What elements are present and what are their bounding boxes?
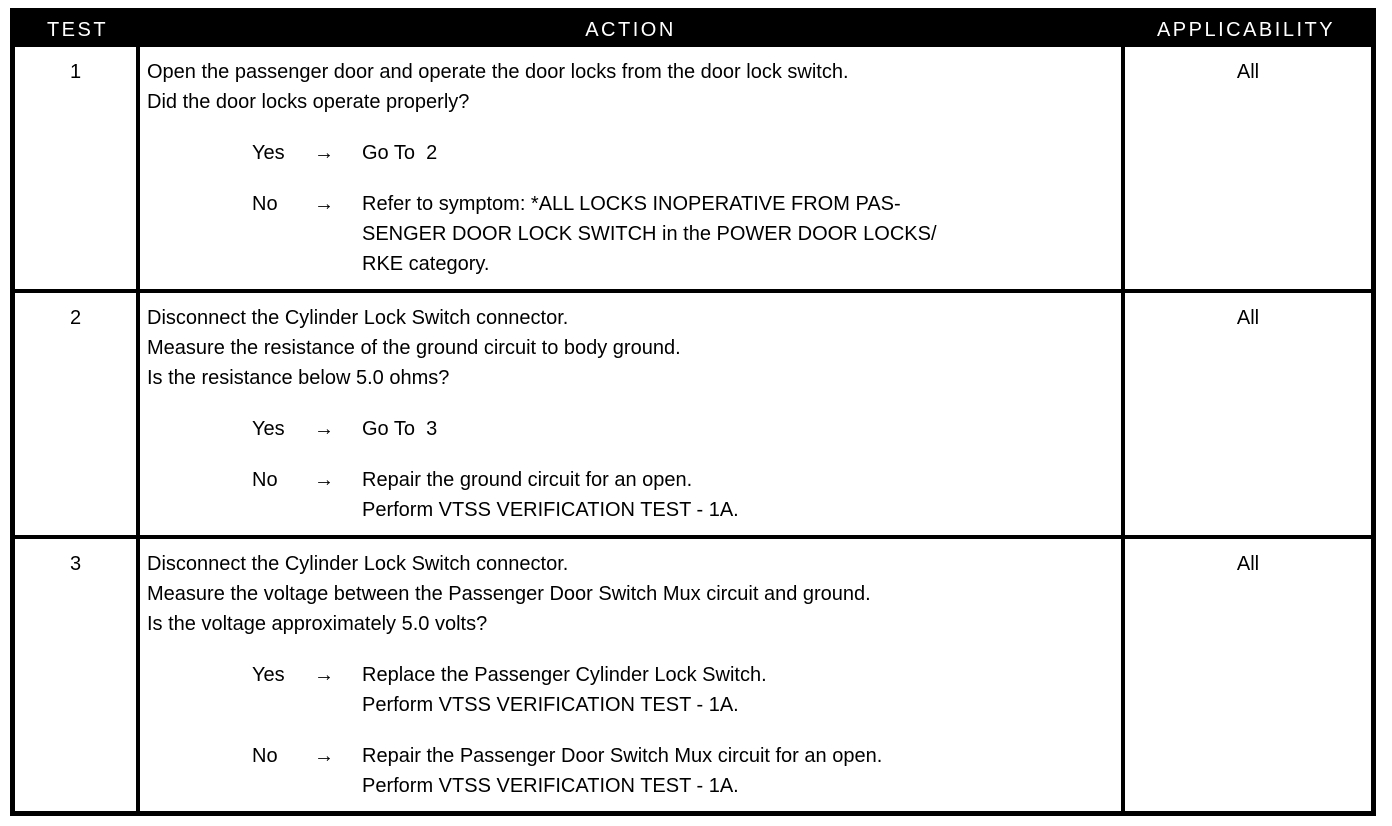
arrow-icon: → (314, 142, 334, 164)
branch-no (252, 741, 1113, 801)
branch-no (252, 189, 1113, 279)
column-header-applicability: APPLICABILITY (1156, 18, 1336, 41)
test-number: 3 (15, 539, 140, 811)
branch-text-line: Refer to symptom: *ALL LOCKS INOPERATIVE FROM PAS- (362, 193, 901, 215)
arrow-icon: → (314, 664, 334, 686)
branch-text (362, 138, 1113, 168)
action-cell (140, 539, 1121, 811)
branch-text (362, 189, 1113, 279)
branch-text (362, 741, 1113, 801)
branch-text-line: Go To 3 (362, 418, 438, 440)
applicability-cell: All (1121, 47, 1371, 289)
diagnostic-test-table (10, 8, 1376, 816)
arrow-icon: → (314, 469, 334, 491)
branch-label: Yes (252, 418, 285, 440)
test-number: 2 (15, 293, 140, 535)
arrow-icon: → (314, 193, 334, 215)
action-cell (140, 47, 1121, 289)
branch-label: No (252, 193, 278, 215)
branch-yes (252, 138, 1113, 168)
applicability-cell: All (1121, 539, 1371, 811)
action-intro-line: Is the voltage approximately 5.0 volts? (147, 613, 488, 635)
action-intro-line: Measure the voltage between the Passenger Door Switch Mux circuit and ground. (147, 583, 871, 605)
branch-text-line: Repair the Passenger Door Switch Mux circuit for an open. (362, 745, 883, 767)
action-intro-line: Did the door locks operate properly? (147, 91, 470, 113)
arrow-icon: → (314, 418, 334, 440)
table-header-row (15, 13, 1371, 47)
branch-no (252, 465, 1113, 525)
branch-label: Yes (252, 142, 285, 164)
arrow-icon: → (314, 745, 334, 767)
branch-label: No (252, 745, 278, 767)
table-row (15, 289, 1371, 535)
branch-text-line: Perform VTSS VERIFICATION TEST - 1A. (362, 499, 739, 521)
column-header-test: TEST (46, 18, 109, 41)
action-intro-line: Disconnect the Cylinder Lock Switch connector. (147, 307, 569, 329)
column-header-action: ACTION (585, 18, 676, 41)
branch-label: No (252, 469, 278, 491)
action-intro-line: Open the passenger door and operate the door locks from the door lock switch. (147, 61, 849, 83)
branch-text-line: Go To 2 (362, 142, 438, 164)
test-number: 1 (15, 47, 140, 289)
branch-text (362, 414, 1113, 444)
branch-text-line: Perform VTSS VERIFICATION TEST - 1A. (362, 694, 739, 716)
branch-text-line: Repair the ground circuit for an open. (362, 469, 693, 491)
branch-yes (252, 414, 1113, 444)
action-intro-line: Measure the resistance of the ground circuit to body ground. (147, 337, 681, 359)
branch-text (362, 465, 1113, 525)
branch-yes (252, 660, 1113, 720)
action-intro-line: Is the resistance below 5.0 ohms? (147, 367, 450, 389)
branch-text-line: Perform VTSS VERIFICATION TEST - 1A. (362, 775, 739, 797)
table-row (15, 47, 1371, 289)
action-intro-line: Disconnect the Cylinder Lock Switch connector. (147, 553, 569, 575)
applicability-cell: All (1121, 293, 1371, 535)
branch-text-line: Replace the Passenger Cylinder Lock Switch. (362, 664, 767, 686)
branch-text-line: RKE category. (362, 253, 490, 275)
branch-text-line: SENGER DOOR LOCK SWITCH in the POWER DOOR LOCKS/ (362, 223, 937, 245)
branch-text (362, 660, 1113, 720)
table-row (15, 535, 1371, 811)
branch-label: Yes (252, 664, 285, 686)
action-cell (140, 293, 1121, 535)
